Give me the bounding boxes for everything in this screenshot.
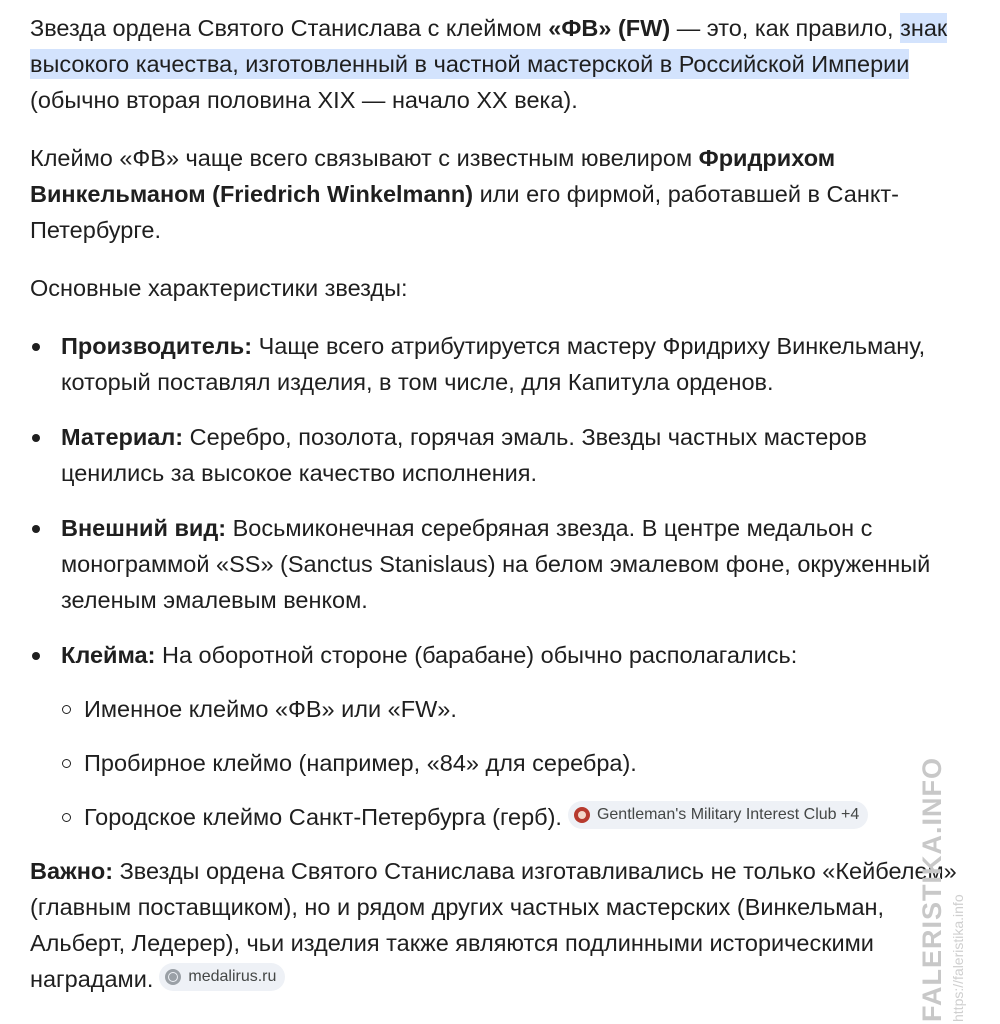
list-item	[30, 637, 975, 835]
item-text: зеленым эмалевым венком.	[61, 587, 368, 613]
important-text: Звезды ордена Святого Станислава изготавливались не только «Кейбелем»	[113, 858, 957, 884]
watermark-url: https://faleristika.info	[950, 894, 966, 1022]
important-text: (главным поставщиком), но и рядом других частных мастерских (Винкельман,	[30, 894, 885, 920]
item-label: Производитель:	[61, 333, 253, 359]
gentlemans-club-icon	[574, 807, 590, 823]
source-chip-label: Gentleman's Military Interest Club +4	[596, 806, 860, 823]
maker-bold-1: Фридрихом	[698, 145, 836, 171]
important-text: Альберт, Ледерер), чьи изделия также являются подлинными историческими	[30, 930, 874, 956]
item-label: Внешний вид:	[61, 515, 227, 541]
item-text: ценились за высокое качество исполнения.	[61, 460, 538, 486]
item-text: Чаще всего атрибутируется мастеру Фридриху Винкельману,	[252, 333, 926, 359]
list-item	[30, 419, 975, 491]
item-label: Клейма:	[61, 642, 156, 668]
important-paragraph	[30, 853, 975, 997]
characteristics-list	[30, 328, 975, 835]
maker-bold-2: Винкельманом (Friedrich Winkelmann)	[30, 181, 474, 207]
watermark-title: FALERISTIKA.INFO	[917, 757, 947, 1022]
item-text: Серебро, позолота, горячая эмаль. Звезды частных мастеров	[183, 424, 867, 450]
item-text: монограммой «SS» (Sanctus Stanislaus) на белом эмалевом фоне, окруженный	[61, 551, 931, 577]
maker-text-1: Клеймо «ФВ» чаще всего связывают с известным ювелиром	[30, 145, 699, 171]
answer-content	[30, 0, 975, 997]
maker-paragraph	[30, 140, 975, 248]
sub-list-item: Пробирное клеймо (например, «84» для серебра).	[61, 745, 975, 781]
item-text: Восьмиконечная серебряная звезда. В центре медальон с	[226, 515, 873, 541]
item-text: На оборотной стороне (барабане) обычно располагались:	[155, 642, 798, 668]
item-label: Материал:	[61, 424, 184, 450]
intro-text-3: (обычно вторая половина XIX — начало XX века).	[30, 87, 578, 113]
characteristics-heading: Основные характеристики звезды:	[30, 275, 408, 301]
globe-icon	[165, 969, 181, 985]
marks-sublist	[61, 691, 975, 835]
maker-text-3: Петербурге.	[30, 217, 161, 243]
intro-paragraph	[30, 10, 975, 118]
sub-item-text: Городское клеймо Санкт-Петербурга (герб).	[84, 804, 562, 830]
intro-bold-mark: «ФВ» (FW)	[548, 15, 671, 41]
item-text: который поставлял изделия, в том числе, для Капитула орденов.	[61, 369, 774, 395]
important-label: Важно:	[30, 858, 114, 884]
list-item	[30, 510, 975, 618]
sub-list-item: Именное клеймо «ФВ» или «FW».	[61, 691, 975, 727]
source-chip-medalirus[interactable]	[159, 963, 285, 991]
important-text: наградами.	[30, 966, 154, 992]
selected-text-1[interactable]: знак	[900, 15, 948, 41]
selected-text-2[interactable]: высокого качества, изготовленный в частной мастерской в Российской Империи	[30, 51, 910, 77]
sub-list-item	[61, 799, 975, 835]
list-item	[30, 328, 975, 400]
intro-text-1: Звезда ордена Святого Станислава с клеймом	[30, 15, 549, 41]
maker-text-2: или его фирмой, работавшей в Санкт-	[473, 181, 899, 207]
intro-text-2: — это, как правило,	[670, 15, 901, 41]
source-chip-label: medalirus.ru	[188, 968, 277, 985]
source-chip-gentlemans-club[interactable]	[568, 801, 868, 829]
